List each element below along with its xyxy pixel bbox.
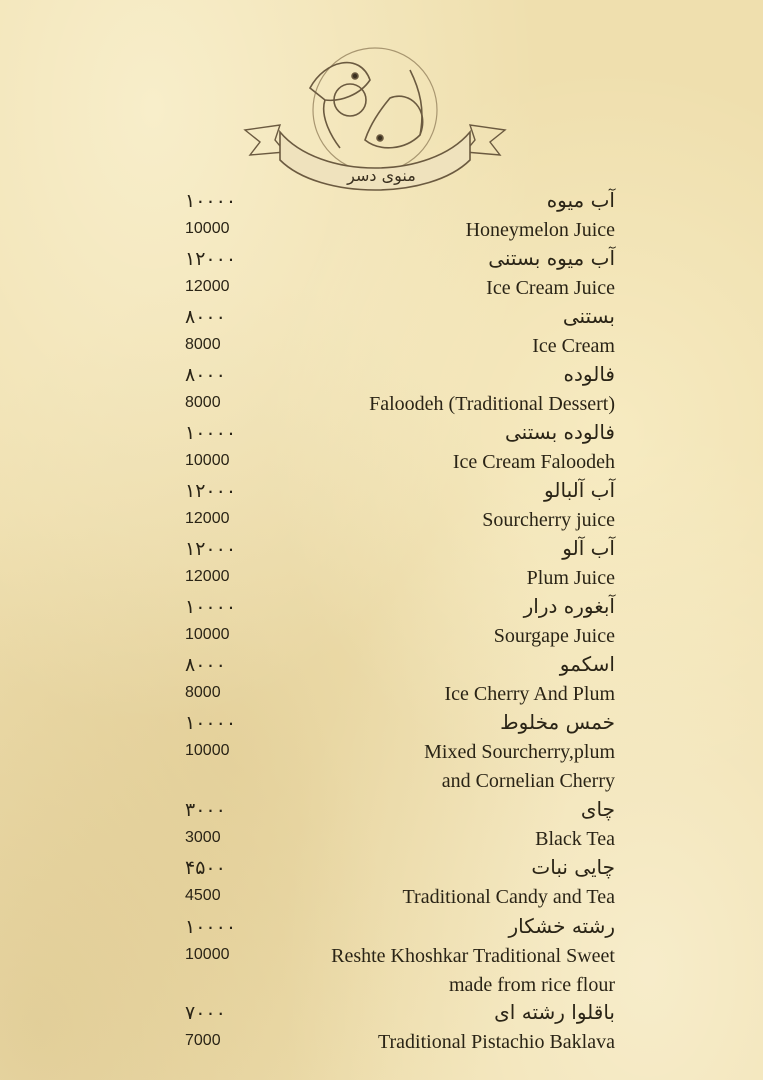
- item-price-fa: ۱۰۰۰۰: [185, 712, 237, 734]
- item-name-fa: چایی نبات: [531, 855, 615, 879]
- item-name-fa: آبغوره درار: [523, 594, 615, 618]
- item-price-en: 8000: [185, 336, 221, 353]
- item-name-en: Sourgape Juice: [493, 625, 615, 647]
- item-price-fa: ۱۰۰۰۰: [185, 916, 237, 938]
- item-name-en: Ice Cherry And Plum: [444, 683, 615, 705]
- item-price-en: 10000: [185, 946, 230, 963]
- item-name-en-line2: and Cornelian Cherry: [441, 770, 615, 792]
- item-name-fa: بستنی: [562, 304, 615, 328]
- item-name-en: Ice Cream Juice: [486, 277, 615, 299]
- item-name-fa: آب میوه: [546, 188, 615, 212]
- item-name-en: Reshte Khoshkar Traditional Sweet: [331, 945, 615, 967]
- item-price-en: 7000: [185, 1032, 221, 1049]
- item-name-en: Faloodeh (Traditional Dessert): [369, 393, 615, 415]
- item-price-fa: ۸۰۰۰: [185, 306, 226, 328]
- item-price-en: 8000: [185, 394, 221, 411]
- item-name-fa: فالوده: [563, 362, 615, 386]
- item-price-fa: ۱۲۰۰۰: [185, 538, 237, 560]
- item-name-en: Black Tea: [535, 828, 615, 850]
- item-price-en: 8000: [185, 684, 221, 701]
- item-price-en: 10000: [185, 220, 230, 237]
- item-name-en: Ice Cream: [532, 335, 615, 357]
- item-price-en: 12000: [185, 278, 230, 295]
- menu-title: منوی دسر: [347, 166, 416, 185]
- item-name-en: Traditional Pistachio Baklava: [377, 1031, 615, 1053]
- item-name-en: Traditional Candy and Tea: [402, 886, 615, 908]
- item-name-fa: خمس مخلوط: [500, 710, 615, 734]
- item-price-en: 10000: [185, 742, 230, 759]
- item-name-en: Plum Juice: [526, 567, 615, 589]
- item-price-fa: ۱۰۰۰۰: [185, 190, 237, 212]
- item-price-fa: ۱۰۰۰۰: [185, 596, 237, 618]
- item-name-en: Sourcherry juice: [482, 509, 615, 531]
- item-price-en: 12000: [185, 510, 230, 527]
- item-price-fa: ۸۰۰۰: [185, 654, 226, 676]
- item-name-fa: اسکمو: [559, 652, 615, 676]
- item-price-en: 12000: [185, 568, 230, 585]
- item-price-fa: ۴۵۰۰: [185, 857, 226, 879]
- item-name-fa: باقلوا رشته ای: [494, 1000, 615, 1024]
- item-name-fa: آب آلو: [562, 536, 615, 560]
- item-name-fa: رشته خشکار: [508, 914, 615, 938]
- item-name-fa: چای: [580, 797, 615, 821]
- item-price-fa: ۳۰۰۰: [185, 799, 226, 821]
- item-name-fa: آب آلبالو: [544, 478, 615, 502]
- item-price-fa: ۷۰۰۰: [185, 1002, 226, 1024]
- item-name-fa: آب میوه بستنی: [488, 246, 615, 270]
- item-price-fa: ۱۲۰۰۰: [185, 480, 237, 502]
- item-price-en: 3000: [185, 829, 221, 846]
- item-price-en: 4500: [185, 887, 221, 904]
- item-name-en: Honeymelon Juice: [465, 219, 615, 241]
- item-name-fa: فالوده بستنی: [505, 420, 615, 444]
- item-name-en-line2: made from rice flour: [448, 974, 615, 996]
- item-price-en: 10000: [185, 626, 230, 643]
- item-name-en: Ice Cream Faloodeh: [452, 451, 615, 473]
- item-price-fa: ۱۰۰۰۰: [185, 422, 237, 444]
- item-price-fa: ۸۰۰۰: [185, 364, 226, 386]
- item-price-en: 10000: [185, 452, 230, 469]
- item-price-fa: ۱۲۰۰۰: [185, 248, 237, 270]
- item-name-en: Mixed Sourcherry,plum: [424, 741, 615, 763]
